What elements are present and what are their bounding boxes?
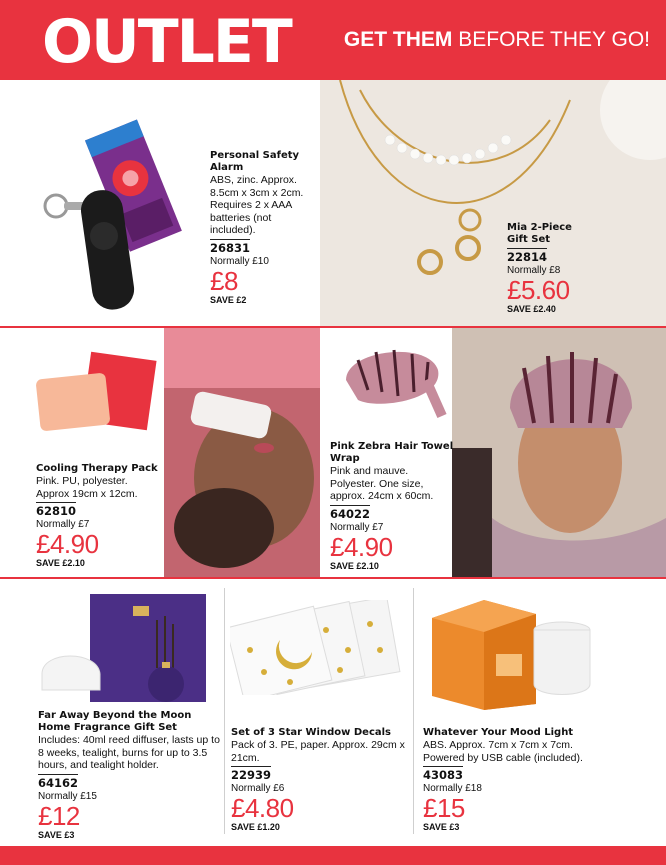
product-description: ABS. Approx. 7cm x 7cm x 7cm. Powered by USB cable (included). [423,739,583,764]
sale-price: £4.90 [330,531,393,562]
saving-amount: SAVE £3 [38,829,75,840]
jewellery-photo [320,80,666,326]
column-divider [224,588,225,834]
sale-price: £12 [38,800,80,831]
normal-price: Normally £10 [210,255,269,267]
footer-bar [0,846,666,865]
cooling-pack-image [34,350,164,440]
header-banner [0,0,666,80]
product-name: Personal Safety Alarm [210,150,300,173]
product-description: ABS, zinc. Approx. 8.5cm x 3cm x 2cm. Requires 2 x AAA batteries (not included). [210,174,304,236]
product-description: Pink. PU, polyester. Approx 19cm x 12cm. [36,475,138,500]
product-code: 26831 [210,240,251,255]
divider [0,577,666,579]
product-name: Pink Zebra Hair Towel Wrap [330,441,454,464]
normal-price: Normally £8 [507,265,561,276]
product-name: Whatever Your Mood Light [423,727,574,738]
saving-amount: SAVE £2 [210,294,247,305]
tagline-bold: GET THEM [343,28,453,51]
header-tagline [344,27,650,53]
product-card [210,150,310,306]
product-code: 62810 [36,504,77,518]
product-card [330,441,455,572]
tagline-rest: BEFORE THEY GO! [452,28,650,51]
star-decals-image [230,600,406,695]
model-eye-mask-photo [164,328,320,577]
model-towel-photo [452,328,666,577]
product-name: Set of 3 Star Window Decals [231,727,391,738]
saving-amount: SAVE £2.40 [507,304,556,314]
product-name: Far Away Beyond the Moon Home Fragrance Gift Set [38,710,192,733]
product-description: Pink and mauve. Polyester. One size, approx. 24cm x 60cm. [330,465,434,502]
mood-light-image [424,592,594,712]
fragrance-set-image [38,590,220,705]
normal-price: Normally £15 [38,790,97,802]
product-description: Pack of 3. PE, paper. Approx. 29cm x 21cm. [231,739,405,764]
normal-price: Normally £7 [36,519,90,530]
product-code: 22939 [231,768,272,782]
product-name: Cooling Therapy Pack [36,463,158,474]
product-card [38,710,223,841]
product-description: Includes: 40ml reed diffuser, lasts up to 8 weeks, tealight, burns for up to 3.5 hours, and tealight holder. [38,734,220,771]
normal-price: Normally £18 [423,783,482,794]
sale-price: £8 [210,265,238,296]
sale-price: £15 [423,793,465,823]
safety-alarm-image [36,106,196,316]
column-divider [413,588,414,834]
product-code: 64022 [330,506,371,521]
towel-wrap-image [338,340,450,420]
saving-amount: SAVE £1.20 [231,822,280,832]
product-card [507,222,587,315]
product-card [36,463,161,569]
saving-amount: SAVE £3 [423,822,460,832]
normal-price: Normally £7 [330,521,384,533]
sale-price: £4.90 [36,529,99,559]
saving-amount: SAVE £2.10 [330,560,379,571]
saving-amount: SAVE £2.10 [36,558,85,568]
product-code: 64162 [38,775,79,790]
product-card [423,727,608,833]
product-card [231,727,409,833]
product-code: 22814 [507,250,548,264]
page-title: OUTLET [42,7,291,77]
sale-price: £4.80 [231,793,294,823]
sale-price: £5.60 [507,275,570,305]
normal-price: Normally £6 [231,783,285,794]
product-code: 43083 [423,768,464,782]
product-name: Mia 2-Piece Gift Set [507,222,572,245]
